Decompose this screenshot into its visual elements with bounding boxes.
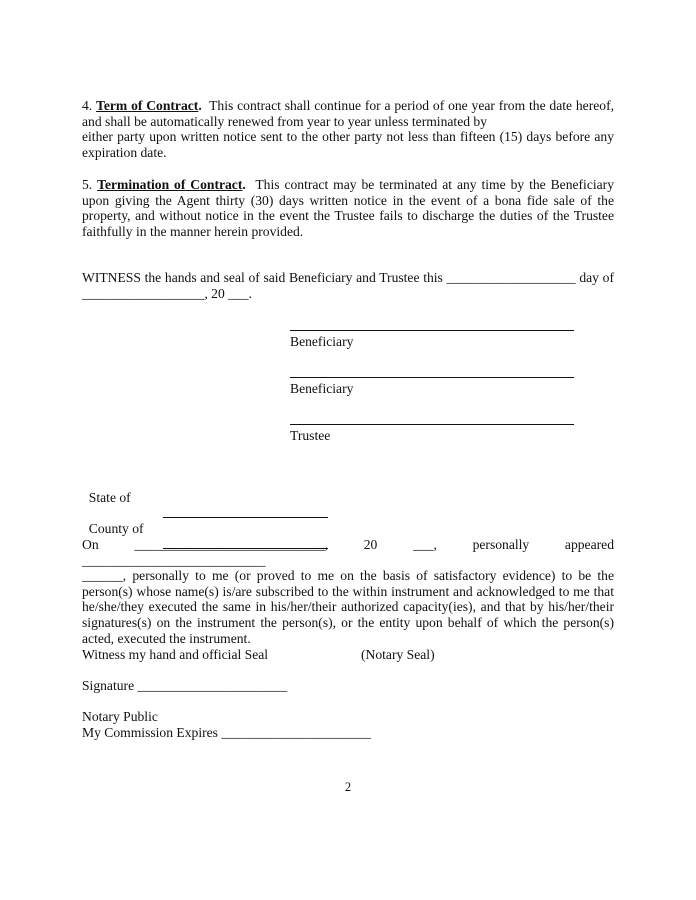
county-label: County of (88, 520, 144, 536)
signature-label: Beneficiary (290, 381, 354, 396)
acknowledgment-line-1: On ____________________________, 20 ___, personally appeared ___________________________ (82, 537, 614, 568)
signature-label: Trustee (290, 428, 331, 443)
signature-line[interactable] (290, 330, 574, 331)
section-text-continued: either party upon written notice sent to the other party not less than fifteen (15) days before any expiration date. (82, 129, 614, 160)
section-term-of-contract: 4. Term of Contract. This contract shall continue for a period of one year from the date hereof, and shall be automatically renewed from year to year unless terminated by either party upon written notice sent to the other party not less than fifteen (15) days before any expiration date. (82, 98, 614, 160)
section-heading: Term of Contract (96, 98, 199, 113)
notary-seal: (Notary Seal) (361, 647, 435, 662)
section-number: 4. (82, 98, 93, 113)
section-text: This contract may be terminated at any time by the Beneficiary upon giving the Agent thirty (30) days written notice in the event of a bona fide sale of the property, and without notice in the event the Trustee fails to discharge the duties of the Trustee faithfully in the manner herein provided. (82, 177, 614, 239)
notary-signature[interactable]: Signature ______________________ (82, 678, 288, 693)
notary-acknowledgment (82, 537, 614, 646)
signature-block-beneficiary-1[interactable] (290, 330, 574, 350)
section-number: 5. (82, 177, 93, 192)
notary-public-label: Notary Public (82, 709, 158, 724)
section-termination-of-contract: 5. Termination of Contract. This contract may be terminated at any time by the Beneficiary upon giving the Agent thirty (30) days written notice in the event of a bona fide sale of the property, and without notice in the event the Trustee fails to discharge the duties of the Trustee faithfully in the manner herein provided. (82, 177, 614, 239)
signature-block-trustee[interactable] (290, 424, 574, 444)
signature-label: Beneficiary (290, 334, 354, 349)
commission-expires[interactable]: My Commission Expires ______________________ (82, 725, 371, 740)
witness-hand: Witness my hand and official Seal (82, 647, 269, 662)
page-number: 2 (344, 780, 352, 794)
acknowledgment-text: ______, personally to me (or proved to me on the basis of satisfactory evidence) to be the person(s) whose name(s) is/are subscribed to the within instrument and acknowledged to me that he/she/they executed the same in his/her/their authorized capacity(ies), and that by his/her/their signatures(s) on the instrument the person(s), or the entity upon behalf of which the person(s) acted, executed the instrument. (82, 568, 614, 646)
signature-line[interactable] (290, 377, 574, 378)
state-label: State of (88, 489, 131, 505)
state-blank[interactable] (163, 505, 328, 518)
signature-block-beneficiary-2[interactable] (290, 377, 574, 397)
section-heading: Termination of Contract (97, 177, 243, 192)
signature-line[interactable] (290, 424, 574, 425)
witness-line-2: __________________, 20 ___. (82, 285, 252, 301)
section-text: This contract shall continue for a period of one year from the date hereof, and shall be automatically renewed from year to year unless terminated by (82, 98, 614, 129)
witness-line-1: WITNESS the hands and seal of said Beneficiary and Trustee this ___________________ day of (82, 270, 614, 285)
witness-clause (82, 270, 614, 301)
